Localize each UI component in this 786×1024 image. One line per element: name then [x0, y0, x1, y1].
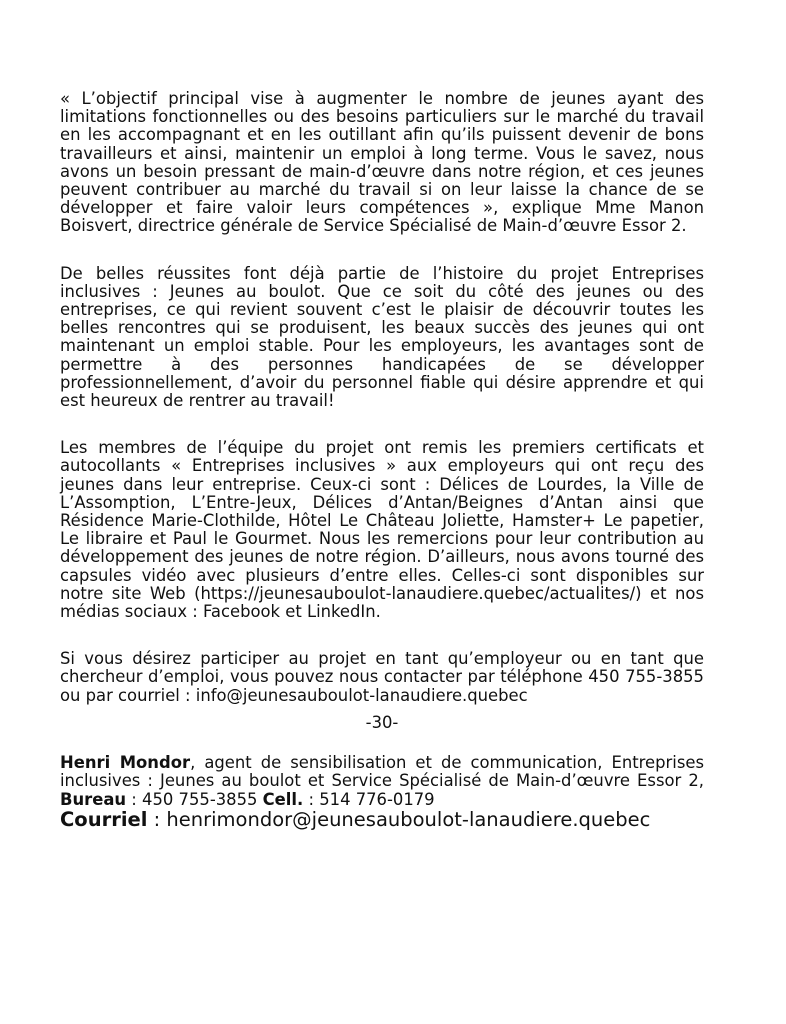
email-label: Courriel — [60, 807, 148, 831]
signature-name: Henri Mondor — [60, 753, 191, 773]
document-page — [60, 90, 704, 831]
cell-label: Cell. — [262, 789, 304, 809]
signature-block — [60, 754, 704, 809]
paragraph-quote: « L’objectif principal vise à augmenter le nombre de jeunes ayant des limitations fonctionnelles ou des besoins particuliers sur le marché du travail en les accompagnant et en les outillant afin qu’ils puissent devenir de bons travailleurs et ainsi, maintenir un emploi à long terme. Vous le savez, nous avons un besoin pressant de main-d’œuvre dans notre région, et ces jeunes peuvent contribuer au marché du travail si on leur laisse la chance de se développer et faire valoir leurs compétences », explique Mme Manon Boisvert, directrice générale de Service Spécialisé de Main-d’œuvre Essor 2. — [60, 89, 704, 236]
email-line — [60, 809, 704, 831]
paragraph-certificates: Les membres de l’équipe du projet ont remis les premiers certificats et autocollants « Entreprises inclusives » aux employeurs qui ont reçu des jeunes dans leur entreprise. Ceux-ci sont : Délices de Lourdes, la Ville de L’Assomption, L’Entre-Jeux, Délices d’Antan/Beignes d’Antan ainsi que Résidence Marie-Clothilde, Hôtel Le Château Joliette, Hamster+ Le papetier, Le libraire et Paul le Gourmet. Nous les remercions pour leur contribution au développement des jeunes de notre région. D’ailleurs, nous avons tourné des capsules vidéo avec plusieurs d’entre elles. Celles-ci sont disponibles sur notre site Web (https://jeunesauboulot-lanaudiere.quebec/actualites/) et nos médias sociaux : Facebook et LinkedIn. — [60, 438, 704, 622]
signature-role: , agent de sensibilisation et de communication, Entreprises inclusives : Jeunes au boulot et Service Spécialisé de Main-d’œuvre Essor 2, — [60, 753, 704, 791]
office-phone: : 450 755-3855 — [126, 789, 263, 809]
paragraph-contact: Si vous désirez participer au projet en tant qu’employeur ou en tant que chercheur d’emploi, vous pouvez nous contacter par téléphone 450 755-3855 ou par courriel : info@jeunesauboulot-lanaudiere.quebec — [60, 649, 704, 705]
email-address: : henrimondor@jeunesauboulot-lanaudiere.quebec — [147, 807, 651, 831]
office-label: Bureau — [60, 789, 127, 809]
page-number: -30- — [365, 712, 399, 732]
cell-phone: : 514 776-0179 — [303, 789, 435, 809]
paragraph-successes: De belles réussites font déjà partie de l’histoire du projet Entreprises inclusives : Jeunes au boulot. Que ce soit du côté des jeunes ou des entreprises, ce qui revient souvent c’est le plaisir de découvrir toutes les belles rencontres qui se produisent, les beaux succès des jeunes qui ont maintenant un emploi stable. Pour les employeurs, les avantages sont de permettre à des personnes handicapées de se développer professionnellement, d’avoir du personnel fiable qui désire apprendre et qui est heureux de rentrer au travail! — [60, 263, 704, 411]
